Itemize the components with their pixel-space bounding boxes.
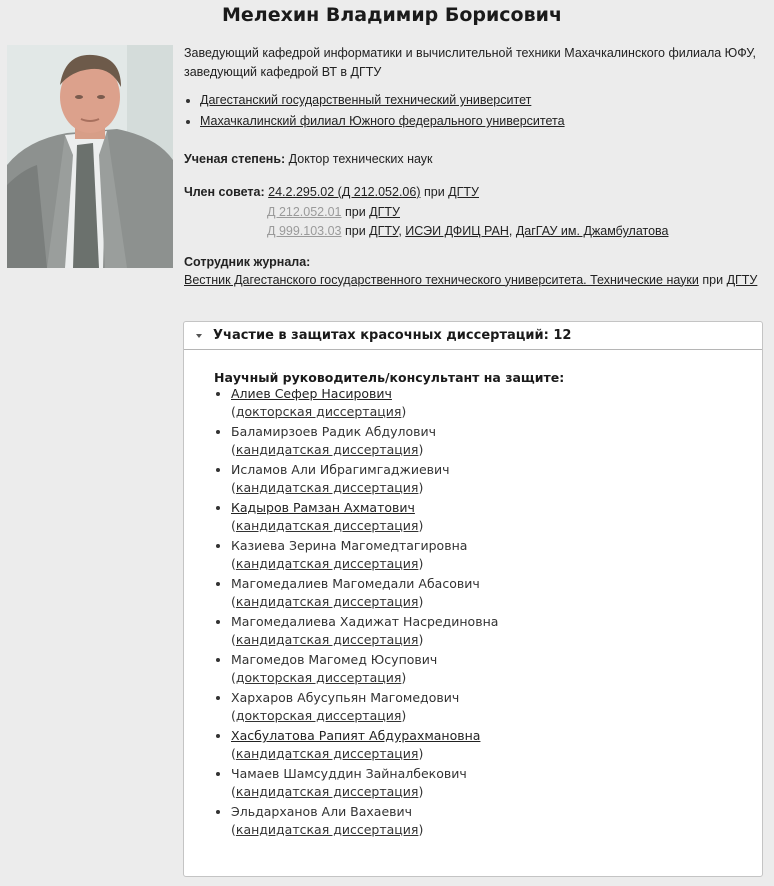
profile-photo: [7, 45, 173, 268]
council-row: [184, 203, 764, 223]
dissertation-type-link[interactable]: докторская диссертация: [235, 404, 402, 419]
organization-link[interactable]: Дагестанский государственный технический университет: [200, 93, 532, 107]
dissertation-type-link[interactable]: кандидатская диссертация: [235, 746, 419, 761]
page-title: Мелехин Владимир Борисович: [222, 4, 562, 26]
section-heading: Научный руководитель/консультант на защите:: [214, 370, 565, 385]
candidate-name: Эльдарханов Али Вахаевич: [231, 804, 413, 819]
council-link[interactable]: 24.2.295.02 (Д 212.052.06): [268, 185, 421, 199]
candidate-name-link[interactable]: Хасбулатова Рапият Абдурахмановна: [231, 728, 481, 743]
defense-item: Исламов Али Ибрагимгаджиевич (кандидатская диссертация): [214, 461, 762, 497]
council-row: [184, 183, 764, 203]
defense-item: Магомедалиева Хадижат Насрединовна (кандидатская диссертация): [214, 613, 762, 649]
defenses-panel: [183, 321, 763, 877]
defense-item: Магомедалиев Магомедали Абасович (кандидатская диссертация): [214, 575, 762, 611]
journal-staff: [184, 254, 764, 291]
dissertation-type-link[interactable]: кандидатская диссертация: [235, 518, 419, 533]
dissertation-type-link[interactable]: кандидатская диссертация: [235, 632, 419, 647]
journal-org-link[interactable]: ДГТУ: [726, 272, 758, 287]
council-at: при: [344, 204, 366, 219]
dissertation-type-link[interactable]: докторская диссертация: [235, 670, 402, 685]
candidate-name-link[interactable]: Алиев Сефер Насирович: [231, 386, 392, 401]
defense-item: Баламирзоев Радик Абдулович (кандидатская диссертация): [214, 423, 762, 459]
panel-title: Участие в защитах красочных диссертаций: 12: [213, 328, 572, 343]
defense-list: [214, 385, 762, 839]
degree-value: Доктор технических наук: [288, 152, 433, 166]
council-link[interactable]: Д 999.103.03: [267, 224, 342, 238]
portrait-image: [7, 45, 173, 268]
candidate-name: Казиева Зерина Магомедтагировна: [231, 538, 468, 553]
academic-degree: [184, 150, 764, 169]
council-link[interactable]: Д 212.052.01: [267, 204, 342, 219]
profile-info: [184, 44, 764, 291]
council-org-link[interactable]: ДГТУ: [369, 204, 400, 219]
council-org-link[interactable]: ДГТУ: [448, 185, 479, 199]
candidate-name: Баламирзоев Радик Абдулович: [231, 424, 436, 439]
defense-item: Кадыров Рамзан Ахматович (кандидатская диссертация): [214, 499, 762, 535]
defense-item: Хасбулатова Рапият Абдурахмановна (кандидатская диссертация): [214, 727, 762, 763]
dissertation-type-link[interactable]: кандидатская диссертация: [235, 556, 419, 571]
journal-link[interactable]: Вестник Дагестанского государственного технического университета. Технические науки: [184, 272, 699, 287]
candidate-name: Магомедалиев Магомедали Абасович: [231, 576, 480, 591]
journal-at: при: [702, 272, 724, 287]
organization-list: [184, 90, 764, 132]
candidate-name: Магомедалиева Хадижат Насрединовна: [231, 614, 499, 629]
council-at: при: [423, 185, 445, 199]
defenses-panel-toggle[interactable]: [184, 322, 762, 350]
organization-link[interactable]: Махачкалинский филиал Южного федерального университета: [200, 114, 565, 128]
candidate-name: Чамаев Шамсуддин Зайналбекович: [231, 766, 467, 781]
candidate-name: Исламов Али Ибрагимгаджиевич: [231, 462, 450, 477]
journal-label: Сотрудник журнала:: [184, 254, 311, 269]
caret-down-icon: [196, 334, 202, 338]
defense-item: Хархаров Абусупьян Магомедович (докторская диссертация): [214, 689, 762, 725]
dissertation-type-link[interactable]: докторская диссертация: [235, 708, 402, 723]
degree-label: Ученая степень:: [184, 152, 286, 166]
organization-item: [184, 90, 764, 111]
dissertation-type-link[interactable]: кандидатская диссертация: [235, 594, 419, 609]
dissertation-type-link[interactable]: кандидатская диссертация: [235, 784, 419, 799]
candidate-name: Хархаров Абусупьян Магомедович: [231, 690, 460, 705]
council-org-link[interactable]: ДагГАУ им. Джамбулатова: [515, 224, 669, 238]
council-org-link[interactable]: ИСЭИ ДФИЦ РАН: [405, 224, 509, 238]
candidate-name: Магомедов Магомед Юсупович: [231, 652, 438, 667]
council-membership: [184, 183, 764, 242]
position-text: Заведующий кафедрой информатики и вычислительной техники Махачкалинского филиала ЮФУ, заведующий кафедрой ВТ в ДГТУ: [184, 46, 757, 79]
defense-item: Алиев Сефер Насирович (докторская диссертация): [214, 385, 762, 421]
dissertation-type-link[interactable]: кандидатская диссертация: [235, 480, 419, 495]
dissertation-type-link[interactable]: кандидатская диссертация: [235, 442, 419, 457]
defense-item: Эльдарханов Али Вахаевич (кандидатская диссертация): [214, 803, 762, 839]
defense-item: Казиева Зерина Магомедтагировна (кандидатская диссертация): [214, 537, 762, 573]
candidate-name-link[interactable]: Кадыров Рамзан Ахматович: [231, 500, 415, 515]
defenses-panel-body: [184, 350, 762, 839]
council-org-link[interactable]: ДГТУ: [369, 224, 399, 238]
council-row: Д 999.103.03 при ДГТУ, ИСЭИ ДФИЦ РАН, ДагГАУ им. Джамбулатова: [267, 224, 669, 238]
defense-item: Магомедов Магомед Юсупович (докторская диссертация): [214, 651, 762, 687]
organization-item: [184, 111, 764, 132]
dissertation-type-link[interactable]: кандидатская диссертация: [235, 822, 419, 837]
defense-item: Чамаев Шамсуддин Зайналбекович (кандидатская диссертация): [214, 765, 762, 801]
council-label: Член совета:: [184, 185, 265, 199]
council-at: при: [344, 224, 366, 238]
